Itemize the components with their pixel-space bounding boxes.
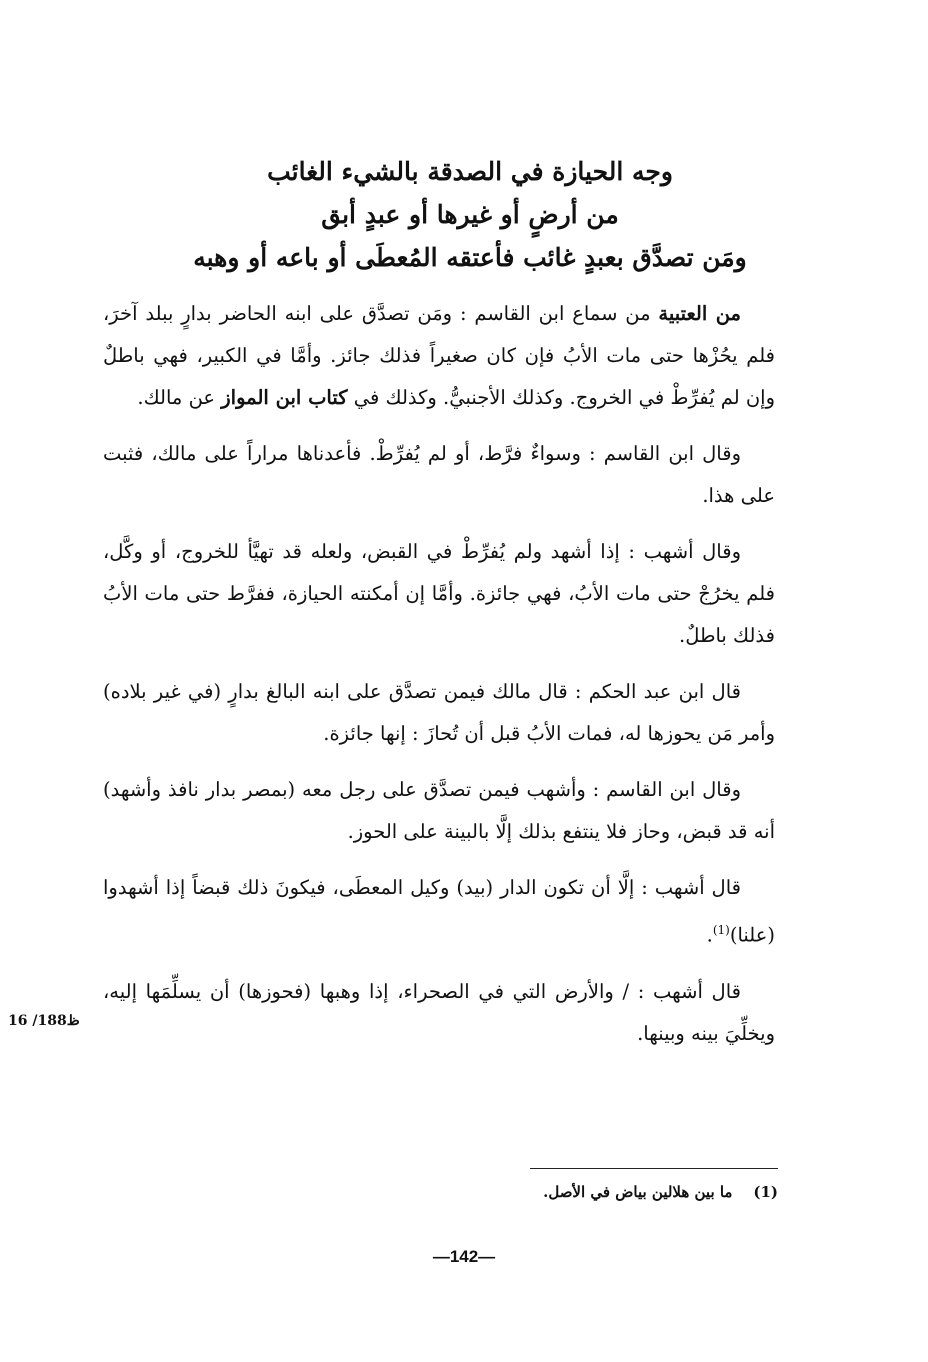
- heading-line-3: ومَن تصدَّق بعبدٍ غائب فأعتقه المُعطَى أو باعه أو وهبه: [193, 243, 747, 272]
- paragraph-6: [103, 867, 775, 957]
- chapter-heading: [120, 150, 820, 279]
- paragraph-3: وقال أشهب : إذا أشهد ولم يُفرِّطْ في القبض، ولعله قد تهيَّأ للخروج، أو وكَّل، فلم يخرُجْ حتى مات الأبُ، فهي جائزة. وأمَّا إن أمكنته الحيازة، ففرَّط حتى مات الأبُ فذلك باطلٌ.: [103, 540, 775, 647]
- body-text: [103, 293, 775, 1069]
- source-name: من العتبية: [658, 302, 742, 325]
- paragraph-1: [103, 293, 775, 419]
- footnote-reference: (1): [712, 923, 730, 937]
- paragraph-text-end: عن مالك.: [137, 386, 222, 409]
- full-stop: .: [706, 923, 713, 947]
- footnote: [330, 1183, 778, 1201]
- footnote-marker: (1): [753, 1183, 778, 1201]
- heading-line-2: من أرضٍ أو غيرها أو عبدٍ أبق: [321, 200, 619, 229]
- book-name: كتاب ابن المواز: [221, 386, 348, 409]
- paragraph-2: وقال ابن القاسم : وسواءٌ فرَّط، أو لم يُفرِّطْ. فأعدناها مراراً على مالك، فثبت على هذا.: [103, 442, 775, 507]
- paragraph-7: قال أشهب : / والأرض التي في الصحراء، إذا وهبها (فحوزها) أن يسلِّمَها إليه، ويخلِّيَ بينه وبينها.: [103, 979, 775, 1045]
- paragraph-text: من سماع ابن القاسم : ومَن تصدَّق على ابنه الحاضر بدارٍ ببلد آخرَ، فلم يحُزْها حتى مات الأبُ فإن كان صغيراً فذلك جائز. وأمَّا في الكبير، فهي باطلٌ وإن لم يُفرِّطْ في الخروج. وكذلك الأجنبيُّ. وكذلك في: [103, 302, 775, 409]
- footnote-divider: [530, 1168, 778, 1169]
- page-number: —142—: [432, 1247, 496, 1266]
- heading-line-1: وجه الحيازة في الصدقة بالشيء الغائب: [267, 157, 673, 186]
- paragraph-text: قال أشهب : إلَّا أن تكون الدار (بيد) وكيل المعطَى، فيكونَ ذلك قبضاً إذا أشهدوا (علنا): [103, 876, 775, 947]
- manuscript-folio-marker: 16 /188ظ: [8, 1013, 80, 1029]
- footnote-text: ما بين هلالين بياض في الأصل.: [543, 1183, 733, 1201]
- paragraph-4: قال ابن عبد الحكم : قال مالك فيمن تصدَّق على ابنه البالغ بدارٍ (في غير بلاده) وأمر مَن يحوزها له، فمات الأبُ قبل أن تُحازَ : إنها جائزة.: [103, 680, 775, 745]
- paragraph-5: وقال ابن القاسم : وأشهب فيمن تصدَّق على رجل معه (بمصر بدار نافذ وأشهد) أنه قد قبض، وحاز فلا ينتفع بذلك إلَّا بالبينة على الحوز.: [103, 778, 775, 843]
